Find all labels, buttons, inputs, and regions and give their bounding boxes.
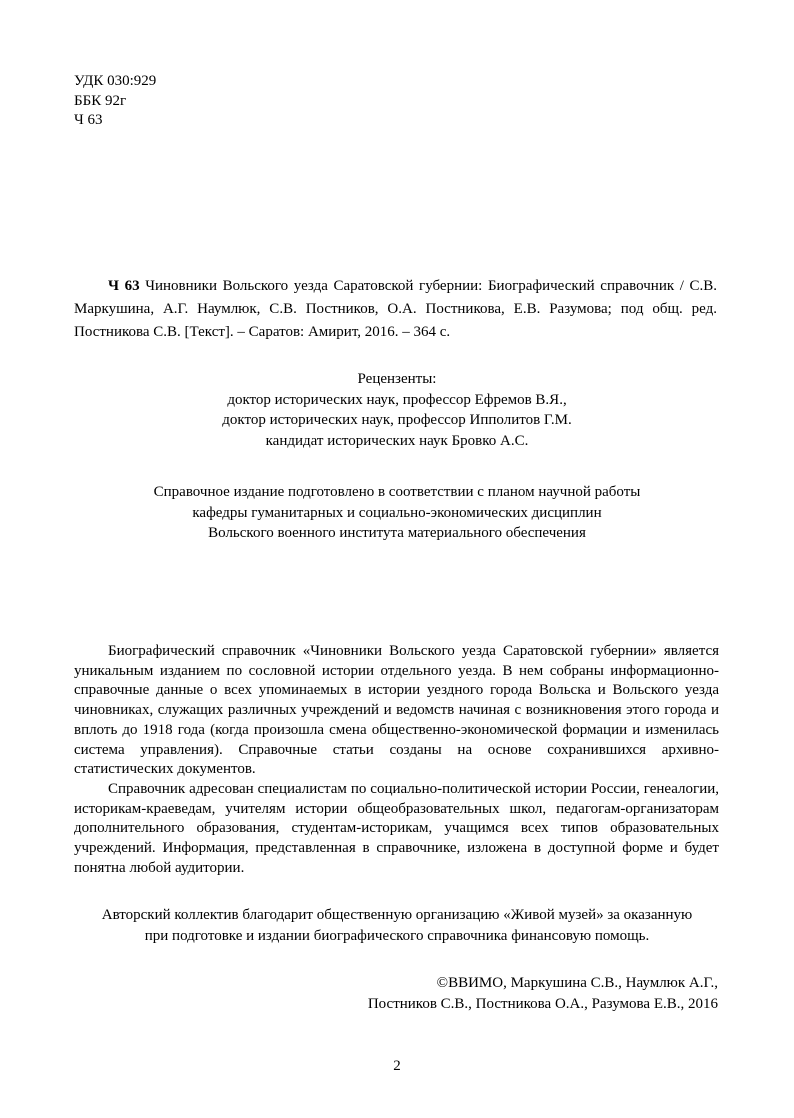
copyright-notice <box>368 973 718 1015</box>
copyright-line: Постников С.В., Постникова О.А., Разумова Е.В., 2016 <box>367 996 718 1012</box>
page-number: 2 <box>393 1058 401 1074</box>
bibliographic-code: Ч 63 <box>108 278 140 294</box>
abstract-paragraph: Справочник адресован специалистам по социально-политической истории России, генеалогии, историкам-краеведам, учителям истории общеобразовательных школ, педагогам-организаторам дополнительного образования, студентам-историкам, учащимся всех типов образовательных учреждений. Информация, представленная в справочнике, изложена в доступной форме и будет понятна любой аудитории. <box>74 780 719 876</box>
edition-note <box>74 482 720 544</box>
acknowledgement-line: Авторский коллектив благодарит общественную организацию «Живой музей» за оказанную <box>101 907 693 923</box>
bibliographic-text: Чиновники Вольского уезда Саратовской губернии: Биографический справочник / С.В. Маркушина, А.Г. Наумлюк, С.В. Постников, О.А. Постникова, Е.В. Разумова; под общ. ред. Постникова С.В. [Текст]. – Саратов: Амирит, 2016. – 364 с. <box>74 278 718 340</box>
copyright-line: ©ВВИМО, Маркушина С.В., Наумлюк А.Г., <box>436 975 718 991</box>
reviewer-line: кандидат исторических наук Бровко А.С. <box>265 433 529 450</box>
bibliographic-record <box>74 275 717 344</box>
edition-note-line: Вольского военного института материального обеспечения <box>208 525 586 542</box>
reviewer-line: доктор исторических наук, профессор Ефремов В.Я., <box>227 391 567 408</box>
bbk-code: ББК 92г <box>74 92 127 109</box>
author-mark: Ч 63 <box>74 112 103 128</box>
abstract-paragraph: Биографический справочник «Чиновники Вольского уезда Саратовской губернии» является уникальным изданием по сословной истории отдельного уезда. В нем собраны информационно-справочные данные о всех упоминаемых в истории уездного города Вольска и Вольского уезда чиновниках, служащих различных учреждений и ведомств начиная с возникновения этого города и вплоть до 1918 года (когда произошла смена общественно-экономической формации и изменилась система управления). Справочные статьи созданы на основе сохранившихся архивно-статистических документов. <box>74 643 719 778</box>
reviewers-block <box>74 369 720 452</box>
reviewer-line: доктор исторических наук, профессор Ипполитов Г.М. <box>222 412 572 429</box>
acknowledgement-line: при подготовке и издании биографического справочника финансовую помощь. <box>144 927 650 944</box>
edition-note-line: Справочное издание подготовлено в соответствии с планом научной работы <box>153 484 641 500</box>
classification-block <box>74 72 156 131</box>
edition-note-line: кафедры гуманитарных и социально-экономических дисциплин <box>192 504 602 521</box>
abstract <box>74 642 719 878</box>
acknowledgement <box>74 905 720 946</box>
reviewers-heading: Рецензенты: <box>357 371 437 387</box>
udk-code: УДК 030:929 <box>74 73 157 89</box>
